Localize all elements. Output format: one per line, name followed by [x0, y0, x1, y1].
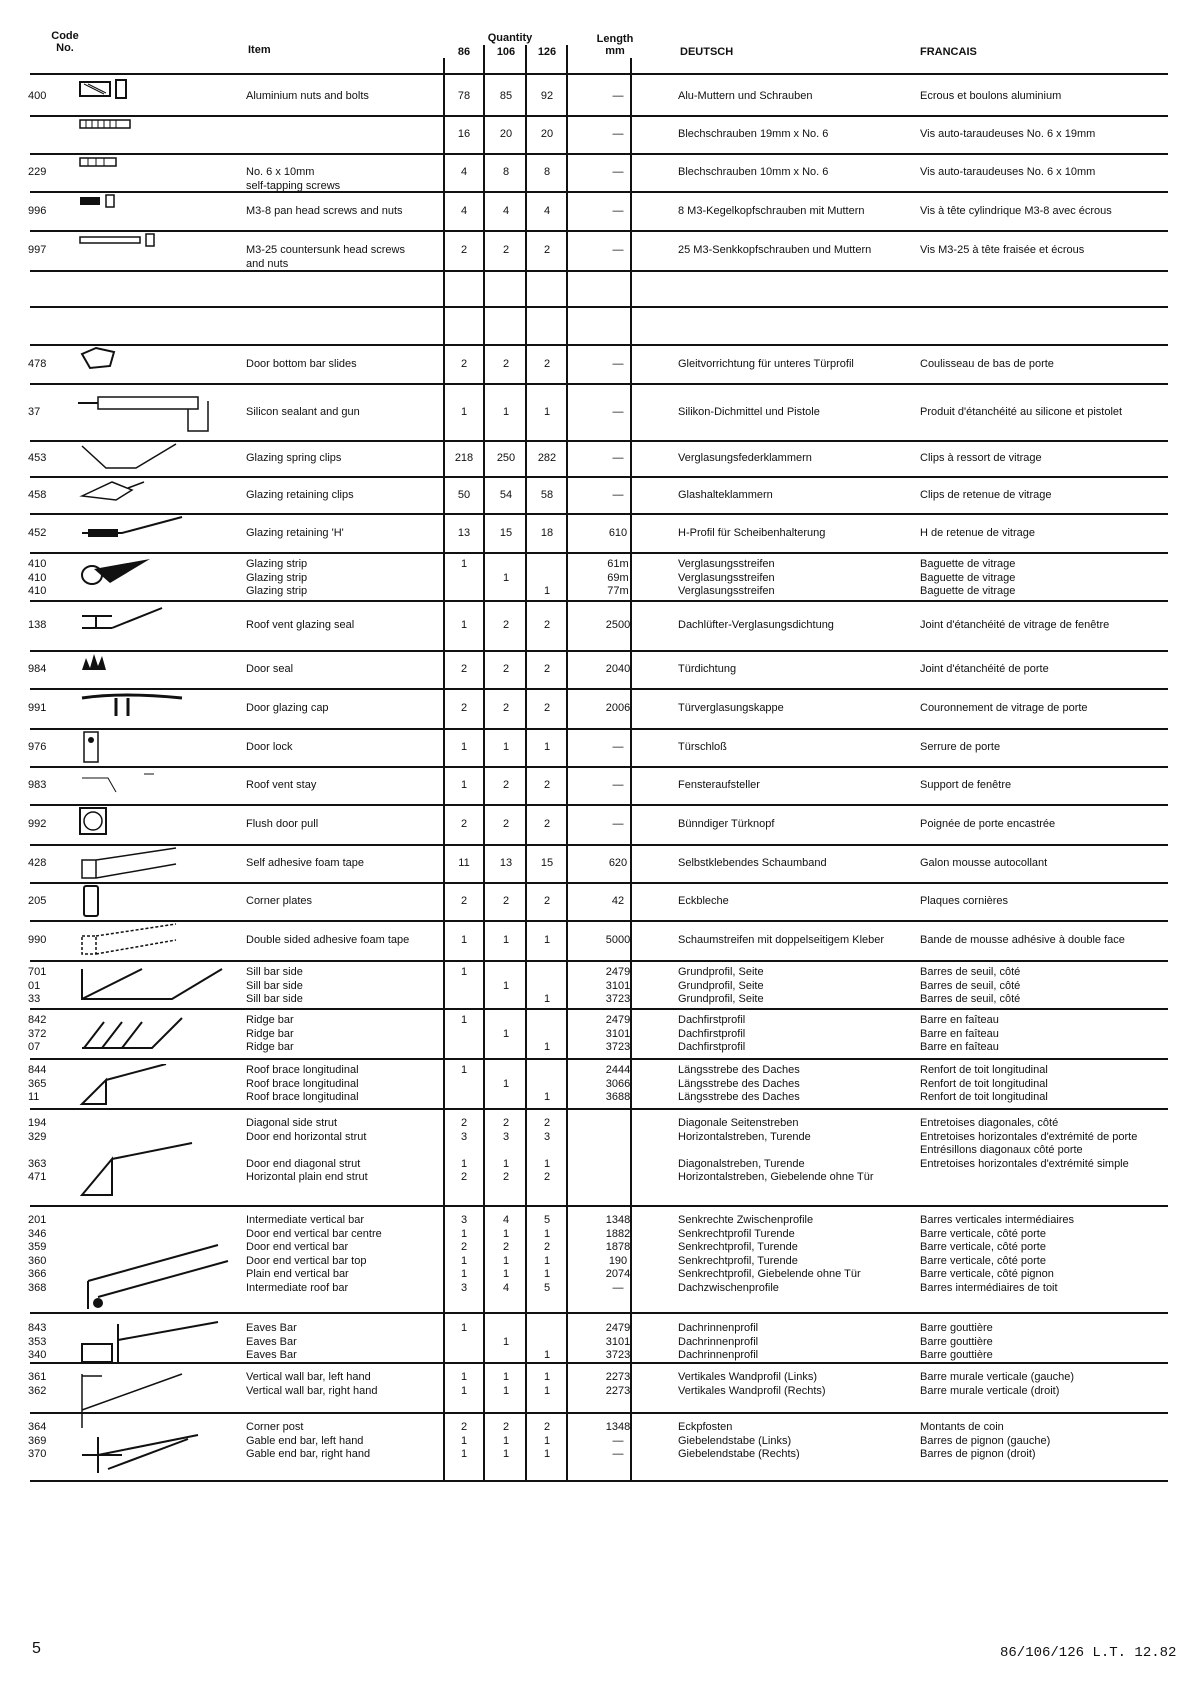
- quantity-126: 1: [543, 1041, 551, 1053]
- item-description: Ridge bar Ridge bar Ridge bar: [246, 1014, 294, 1053]
- quantity-86: 78: [457, 89, 471, 102]
- quantity-126: 1: [543, 934, 551, 946]
- part-illustration-icon: [78, 232, 168, 253]
- part-code: 453: [28, 452, 47, 464]
- deutsch-description: Alu-Muttern und Schrauben: [678, 89, 813, 102]
- quantity-126: 2: [543, 357, 551, 370]
- item-description: Self adhesive foam tape: [246, 857, 365, 869]
- quantity-126: 1: [543, 1091, 551, 1103]
- francais-description: Baguette de vitrage Baguette de vitrage Baguette de vitrage: [920, 558, 1016, 597]
- row-divider: [30, 882, 1168, 884]
- part-illustration-icon: [78, 393, 228, 438]
- quantity-86: 1: [460, 1322, 468, 1334]
- quantity-106: 8: [502, 166, 510, 178]
- item-description: Door seal: [246, 663, 294, 675]
- quantity-106: 1: [502, 571, 510, 584]
- deutsch-description: Blechschrauben 10mm x No. 6: [678, 166, 829, 178]
- quantity-106: 54: [499, 488, 513, 501]
- part-illustration-icon: [78, 442, 188, 477]
- part-code: 400: [28, 89, 47, 102]
- quantity-126: 2: [543, 818, 551, 830]
- part-illustration-icon: [78, 690, 188, 725]
- row-divider: [30, 383, 1168, 385]
- length-mm: —: [612, 89, 624, 102]
- item-description: M3-25 countersunk head screws and nuts: [246, 244, 405, 270]
- part-illustration-icon: [78, 346, 138, 375]
- quantity-86: 1: [460, 966, 468, 978]
- quantity-86: 1: [460, 1064, 468, 1076]
- part-illustration-icon: [78, 1370, 198, 1435]
- quantity-86: 1: [460, 619, 468, 631]
- part-code: 844 365 11: [28, 1064, 47, 1103]
- francais-description: Serrure de porte: [920, 741, 1001, 753]
- length-mm: —: [612, 128, 624, 140]
- quantity-86: 2: [460, 357, 468, 370]
- quantity-86: 1 1: [460, 1371, 468, 1397]
- item-description: Intermediate vertical bar Door end vertical bar centre Door end vertical bar Door end vertical bar top Plain end vertical bar Intermediate roof bar: [246, 1214, 382, 1294]
- part-code: 701 01 33: [28, 966, 47, 1005]
- quantity-86: 1: [460, 934, 468, 946]
- item-description: Roof vent stay: [246, 779, 317, 791]
- francais-description: Couronnement de vitrage de porte: [920, 702, 1088, 714]
- deutsch-description: Türverglasungskappe: [678, 702, 784, 714]
- quantity-126: 1 1: [543, 1371, 551, 1397]
- francais-description: Clips de retenue de vitrage: [920, 488, 1052, 501]
- francais-description: Poignée de porte encastrée: [920, 818, 1056, 830]
- length-mm: —: [612, 741, 624, 753]
- row-divider: [30, 844, 1168, 846]
- part-illustration-icon: [78, 606, 168, 641]
- quantity-126: 2: [543, 895, 551, 907]
- row-divider: [30, 920, 1168, 922]
- quantity-126: 15: [540, 857, 554, 869]
- quantity-106: 2: [502, 244, 510, 256]
- row-divider: [30, 728, 1168, 730]
- part-code: 138: [28, 619, 47, 631]
- francais-description: Joint d'étanchéité de vitrage de fenêtre: [920, 619, 1110, 631]
- header-length: Length mm: [596, 33, 634, 57]
- quantity-106: 4: [502, 204, 510, 217]
- part-code: 992: [28, 818, 47, 830]
- row-divider: [30, 688, 1168, 690]
- item-description: Aluminium nuts and bolts: [246, 89, 369, 102]
- row-divider: [30, 552, 1168, 554]
- quantity-86: 1: [460, 779, 468, 791]
- quantity-86: 11: [458, 857, 470, 869]
- deutsch-description: 8 M3-Kegelkopfschrauben mit Muttern: [678, 204, 865, 217]
- document-reference: 86/106/126 L.T. 12.82: [1000, 1645, 1177, 1661]
- part-code: 990: [28, 934, 47, 946]
- francais-description: Vis auto-taraudeuses No. 6 x 10mm: [920, 166, 1096, 178]
- quantity-126: 1: [543, 585, 551, 597]
- deutsch-description: Eckbleche: [678, 895, 729, 907]
- quantity-106: 4 1 2 1 1 4: [502, 1214, 510, 1294]
- header-q126: 126: [537, 46, 557, 58]
- francais-description: Vis M3-25 à tête fraisée et écrous: [920, 244, 1085, 256]
- francais-description: Coulisseau de bas de porte: [920, 357, 1054, 370]
- part-code: 983: [28, 779, 47, 791]
- part-code: 976: [28, 741, 47, 753]
- quantity-126: 1: [543, 1349, 551, 1361]
- deutsch-description: Dachfirstprofil Dachfirstprofil Dachfirstprofil: [678, 1014, 746, 1053]
- part-illustration-icon: [78, 965, 228, 1010]
- length-mm: 42: [611, 895, 625, 907]
- quantity-86: 4: [460, 204, 468, 217]
- deutsch-description: Schaumstreifen mit doppelseitigem Kleber: [678, 934, 885, 946]
- part-code: 452: [28, 526, 47, 539]
- item-description: Glazing retaining 'H': [246, 526, 344, 539]
- quantity-106: 2: [502, 663, 510, 675]
- deutsch-description: Silikon-Dichmittel und Pistole: [678, 405, 820, 418]
- francais-description: Barres de seuil, côté Barres de seuil, côté Barres de seuil, côté: [920, 966, 1021, 1005]
- quantity-126: 2: [543, 663, 551, 675]
- francais-description: Support de fenêtre: [920, 779, 1012, 791]
- header-francais: FRANCAIS: [920, 46, 977, 58]
- deutsch-description: Türschloß: [678, 741, 727, 753]
- length-mm: —: [612, 204, 624, 217]
- francais-description: Vis à tête cylindrique M3-8 avec écrous: [920, 204, 1112, 217]
- quantity-126: 1: [543, 993, 551, 1005]
- row-divider: [30, 1058, 1168, 1060]
- deutsch-description: Glashalteklammern: [678, 488, 773, 501]
- part-code: 478: [28, 357, 47, 370]
- part-illustration-icon: [78, 1320, 228, 1371]
- francais-description: Produit d'étanchéité au silicone et pistolet: [920, 405, 1123, 418]
- francais-description: Ecrous et boulons aluminium: [920, 89, 1062, 102]
- header-divider: [30, 73, 1168, 75]
- quantity-86: 2 3 1 2: [460, 1117, 468, 1183]
- quantity-126: 20: [540, 128, 554, 140]
- francais-description: Clips à ressort de vitrage: [920, 452, 1042, 464]
- length-mm: 2479 3101 3723: [605, 1014, 631, 1053]
- quantity-126: 18: [540, 526, 554, 539]
- deutsch-description: Selbstklebendes Schaumband: [678, 857, 827, 869]
- item-description: Door glazing cap: [246, 702, 329, 714]
- quantity-126: 2: [543, 702, 551, 714]
- length-mm: 2479 3101 3723: [605, 1322, 631, 1361]
- part-code: 997: [28, 244, 47, 256]
- row-divider: [30, 476, 1168, 478]
- item-description: Sill bar side Sill bar side Sill bar side: [246, 966, 303, 1005]
- quantity-86: 218: [454, 452, 474, 464]
- length-mm: —: [612, 244, 624, 256]
- header-quantity: Quantity: [487, 32, 533, 44]
- part-code: 364 369 370: [28, 1421, 47, 1460]
- part-code: 428: [28, 857, 47, 869]
- deutsch-description: Verglasungsfederklammern: [678, 452, 812, 464]
- part-illustration-icon: [78, 922, 188, 963]
- quantity-126: 8: [543, 166, 551, 178]
- quantity-106: 1: [502, 405, 510, 418]
- part-illustration-icon: [78, 1429, 208, 1480]
- quantity-106: 2: [502, 895, 510, 907]
- header-q106: 106: [496, 46, 516, 58]
- quantity-106: 85: [499, 89, 513, 102]
- quantity-106: 13: [499, 857, 513, 869]
- item-description: Roof vent glazing seal: [246, 619, 355, 631]
- length-mm: 2273 2273: [605, 1371, 631, 1397]
- quantity-86: 50: [457, 488, 471, 501]
- quantity-106: 2: [502, 357, 510, 370]
- deutsch-description: H-Profil für Scheibenhalterung: [678, 526, 826, 539]
- row-divider: [30, 600, 1168, 602]
- quantity-86: 3 1 2 1 1 3: [460, 1214, 468, 1294]
- deutsch-description: Dachlüfter-Verglasungsdichtung: [678, 619, 834, 631]
- deutsch-description: Blechschrauben 19mm x No. 6: [678, 128, 829, 140]
- quantity-126: 2: [543, 244, 551, 256]
- deutsch-description: Dachrinnenprofil Dachrinnenprofil Dachrinnenprofil: [678, 1322, 759, 1361]
- item-description: Roof brace longitudinal Roof brace longitudinal Roof brace longitudinal: [246, 1064, 359, 1103]
- quantity-106: 2 3 1 2: [502, 1117, 510, 1183]
- item-description: M3-8 pan head screws and nuts: [246, 204, 403, 217]
- row-divider: [30, 440, 1168, 442]
- francais-description: Barres verticales intermédiaires Barre verticale, côté porte Barre verticale, côté porte Barre verticale, côté porte Barre verticale, côté pignon Barres intermédiaires de toit: [920, 1214, 1075, 1294]
- length-mm: 1348 — —: [605, 1421, 631, 1460]
- quantity-86: 2: [460, 818, 468, 830]
- item-description: Eaves Bar Eaves Bar Eaves Bar: [246, 1322, 297, 1361]
- part-illustration-icon: [78, 193, 148, 214]
- length-mm: —: [612, 779, 624, 791]
- part-illustration-icon: [78, 478, 158, 507]
- item-description: Glazing retaining clips: [246, 488, 354, 501]
- part-illustration-icon: [78, 768, 178, 803]
- part-code: 205: [28, 895, 47, 907]
- row-divider: [30, 115, 1168, 117]
- length-mm: 610: [608, 526, 628, 539]
- item-description: Vertical wall bar, left hand Vertical wall bar, right hand: [246, 1371, 378, 1397]
- part-code: 201 346 359 360 366 368: [28, 1214, 47, 1294]
- part-code: 37: [28, 405, 41, 418]
- part-illustration-icon: [78, 557, 158, 592]
- length-mm: 2040: [605, 663, 631, 675]
- quantity-86: 2: [460, 895, 468, 907]
- francais-description: Bande de mousse adhésive à double face: [920, 934, 1125, 946]
- deutsch-description: Türdichtung: [678, 663, 737, 675]
- row-divider: [30, 650, 1168, 652]
- quantity-106: 1: [502, 1077, 510, 1090]
- part-illustration-icon: [78, 846, 188, 887]
- quantity-86: 1: [460, 741, 468, 753]
- part-illustration-icon: [78, 652, 118, 677]
- quantity-106: 1 1: [502, 1371, 510, 1397]
- item-description: Diagonal side strut Door end horizontal strut Door end diagonal strut Horizontal plain end strut: [246, 1117, 368, 1183]
- deutsch-description: Längsstrebe des Daches Längsstrebe des Daches Längsstrebe des Daches: [678, 1064, 800, 1103]
- quantity-106: 2: [502, 779, 510, 791]
- part-code: 842 372 07: [28, 1014, 47, 1053]
- quantity-106: 1: [502, 979, 510, 992]
- item-description: No. 6 x 10mm self-tapping screws: [246, 166, 341, 192]
- part-code: 410 410 410: [28, 558, 47, 597]
- quantity-86: 2 1 1: [460, 1421, 468, 1460]
- part-illustration-icon: [78, 117, 148, 136]
- francais-description: H de retenue de vitrage: [920, 526, 1035, 539]
- row-divider: [30, 306, 1168, 308]
- part-illustration-icon: [78, 78, 148, 105]
- francais-description: Entretoises diagonales, côté Entretoises horizontales d'extrémité de porte Entrésillons diagonaux côté porte Entretoises horizontales d'extrémité simple: [920, 1117, 1138, 1170]
- deutsch-description: Fensteraufsteller: [678, 779, 760, 791]
- quantity-126: 2: [543, 779, 551, 791]
- quantity-86: 4: [460, 166, 468, 178]
- length-mm: 2444 3066 3688: [605, 1064, 631, 1103]
- row-divider: [30, 1480, 1168, 1482]
- quantity-126: 2 1 1: [543, 1421, 551, 1460]
- row-divider: [30, 1108, 1168, 1110]
- part-code: 996: [28, 204, 47, 217]
- column-divider: [483, 45, 485, 1480]
- quantity-86: 2: [460, 244, 468, 256]
- quantity-86: 13: [457, 526, 471, 539]
- quantity-106: 15: [499, 526, 513, 539]
- part-illustration-icon: [78, 1064, 188, 1113]
- quantity-106: 1: [502, 1335, 510, 1348]
- column-divider: [566, 45, 568, 1480]
- item-description: Glazing strip Glazing strip Glazing strip: [246, 558, 308, 597]
- row-divider: [30, 1205, 1168, 1207]
- deutsch-description: Vertikales Wandprofil (Links) Vertikales Wandprofil (Rechts): [678, 1371, 826, 1397]
- francais-description: Montants de coin Barres de pignon (gauche) Barres de pignon (droit): [920, 1421, 1051, 1460]
- deutsch-description: Verglasungsstreifen Verglasungsstreifen Verglasungsstreifen: [678, 558, 775, 597]
- row-divider: [30, 513, 1168, 515]
- francais-description: Barre gouttière Barre gouttière Barre gouttière: [920, 1322, 993, 1361]
- length-mm: —: [612, 405, 624, 418]
- length-mm: —: [612, 357, 624, 370]
- deutsch-description: Senkrechte Zwischenprofile Senkrechtprofil Turende Senkrechtprofil, Turende Senkrechtprofil, Turende Senkrechtprofil, Giebelende ohne Tür Dachzwischenprofile: [678, 1214, 861, 1294]
- quantity-126: 92: [540, 89, 554, 102]
- item-description: Door bottom bar slides: [246, 357, 357, 370]
- row-divider: [30, 766, 1168, 768]
- francais-description: Barre murale verticale (gauche) Barre murale verticale (droit): [920, 1371, 1075, 1397]
- part-code: 458: [28, 488, 47, 501]
- quantity-86: 1: [460, 1014, 468, 1026]
- quantity-126: 2: [543, 619, 551, 631]
- row-divider: [30, 1412, 1168, 1414]
- quantity-126: 2 3 1 2: [543, 1117, 551, 1183]
- length-mm: —: [612, 818, 624, 830]
- part-code: 984: [28, 663, 47, 675]
- quantity-86: 2: [460, 663, 468, 675]
- length-mm: —: [612, 488, 624, 501]
- length-mm: 620: [608, 857, 628, 869]
- row-divider: [30, 804, 1168, 806]
- length-mm: 2479 3101 3723: [605, 966, 631, 1005]
- part-illustration-icon: [78, 155, 148, 174]
- quantity-106: 1: [502, 934, 510, 946]
- part-code: 229: [28, 166, 47, 178]
- francais-description: Renfort de toit longitudinal Renfort de toit longitudinal Renfort de toit longitudinal: [920, 1064, 1048, 1103]
- part-illustration-icon: [78, 730, 118, 771]
- header-q86: 86: [457, 46, 471, 58]
- item-description: Flush door pull: [246, 818, 319, 830]
- part-illustration-icon: [78, 806, 118, 843]
- deutsch-description: Bünndiger Türknopf: [678, 818, 775, 830]
- length-mm: 61m 69m 77m: [607, 558, 629, 597]
- row-divider: [30, 153, 1168, 155]
- row-divider: [30, 230, 1168, 232]
- item-description: Door lock: [246, 741, 293, 753]
- part-illustration-icon: [78, 1241, 238, 1316]
- quantity-126: 1: [543, 741, 551, 753]
- length-mm: 2500: [605, 619, 631, 631]
- item-description: Silicon sealant and gun: [246, 405, 360, 418]
- francais-description: Plaques cornières: [920, 895, 1009, 907]
- quantity-86: 16: [457, 128, 471, 140]
- length-mm: 1348 1882 1878 190 2074 —: [605, 1214, 631, 1294]
- header-deutsch: DEUTSCH: [680, 46, 734, 58]
- quantity-126: 1: [543, 405, 551, 418]
- francais-description: Vis auto-taraudeuses No. 6 x 19mm: [920, 128, 1096, 140]
- quantity-106: 2: [502, 619, 510, 631]
- deutsch-description: Grundprofil, Seite Grundprofil, Seite Grundprofil, Seite: [678, 966, 764, 1005]
- quantity-106: 20: [499, 128, 513, 140]
- item-description: Double sided adhesive foam tape: [246, 934, 410, 946]
- page-number: 5: [32, 1640, 41, 1657]
- part-code: 843 353 340: [28, 1322, 47, 1361]
- row-divider: [30, 960, 1168, 962]
- quantity-106: 250: [496, 452, 516, 464]
- row-divider: [30, 270, 1168, 272]
- item-description: Corner post Gable end bar, left hand Gable end bar, right hand: [246, 1421, 371, 1460]
- francais-description: Barre en faîteau Barre en faîteau Barre en faîteau: [920, 1014, 999, 1053]
- row-divider: [30, 344, 1168, 346]
- quantity-126: 282: [537, 452, 557, 464]
- francais-description: Joint d'étanchéité de porte: [920, 663, 1049, 675]
- part-illustration-icon: [78, 1014, 188, 1059]
- quantity-86: 2: [460, 702, 468, 714]
- header-item: Item: [248, 44, 271, 56]
- part-code: 991: [28, 702, 47, 714]
- part-illustration-icon: [78, 515, 188, 550]
- quantity-126: 5 1 2 1 1 5: [543, 1214, 551, 1294]
- row-divider: [30, 191, 1168, 193]
- quantity-126: 4: [543, 204, 551, 217]
- quantity-106: 1: [502, 1027, 510, 1040]
- part-illustration-icon: [78, 884, 118, 925]
- deutsch-description: Eckpfosten Giebelendstabe (Links) Giebelendstabe (Rechts): [678, 1421, 800, 1460]
- length-mm: 5000: [605, 934, 631, 946]
- item-description: Corner plates: [246, 895, 313, 907]
- quantity-126: 58: [540, 488, 554, 501]
- quantity-106: 2: [502, 702, 510, 714]
- quantity-106: 1: [502, 741, 510, 753]
- part-illustration-icon: [78, 1139, 208, 1204]
- quantity-106: 2 1 1: [502, 1421, 510, 1460]
- length-mm: —: [612, 452, 624, 464]
- quantity-86: 1: [460, 558, 468, 570]
- quantity-106: 2: [502, 818, 510, 830]
- item-description: Glazing spring clips: [246, 452, 342, 464]
- length-mm: —: [612, 166, 624, 178]
- part-code: 194 329 363 471: [28, 1117, 47, 1183]
- francais-description: Galon mousse autocollant: [920, 857, 1048, 869]
- length-mm: 2006: [605, 702, 631, 714]
- part-code: 361 362: [28, 1371, 47, 1397]
- quantity-86: 1: [460, 405, 468, 418]
- header-code: Code No.: [51, 30, 79, 54]
- deutsch-description: Diagonale Seitenstreben Horizontalstreben, Turende Diagonalstreben, Turende Horizontalstreben, Giebelende ohne Tür: [678, 1117, 874, 1183]
- deutsch-description: 25 M3-Senkkopfschrauben und Muttern: [678, 244, 872, 256]
- deutsch-description: Gleitvorrichtung für unteres Türprofil: [678, 357, 854, 370]
